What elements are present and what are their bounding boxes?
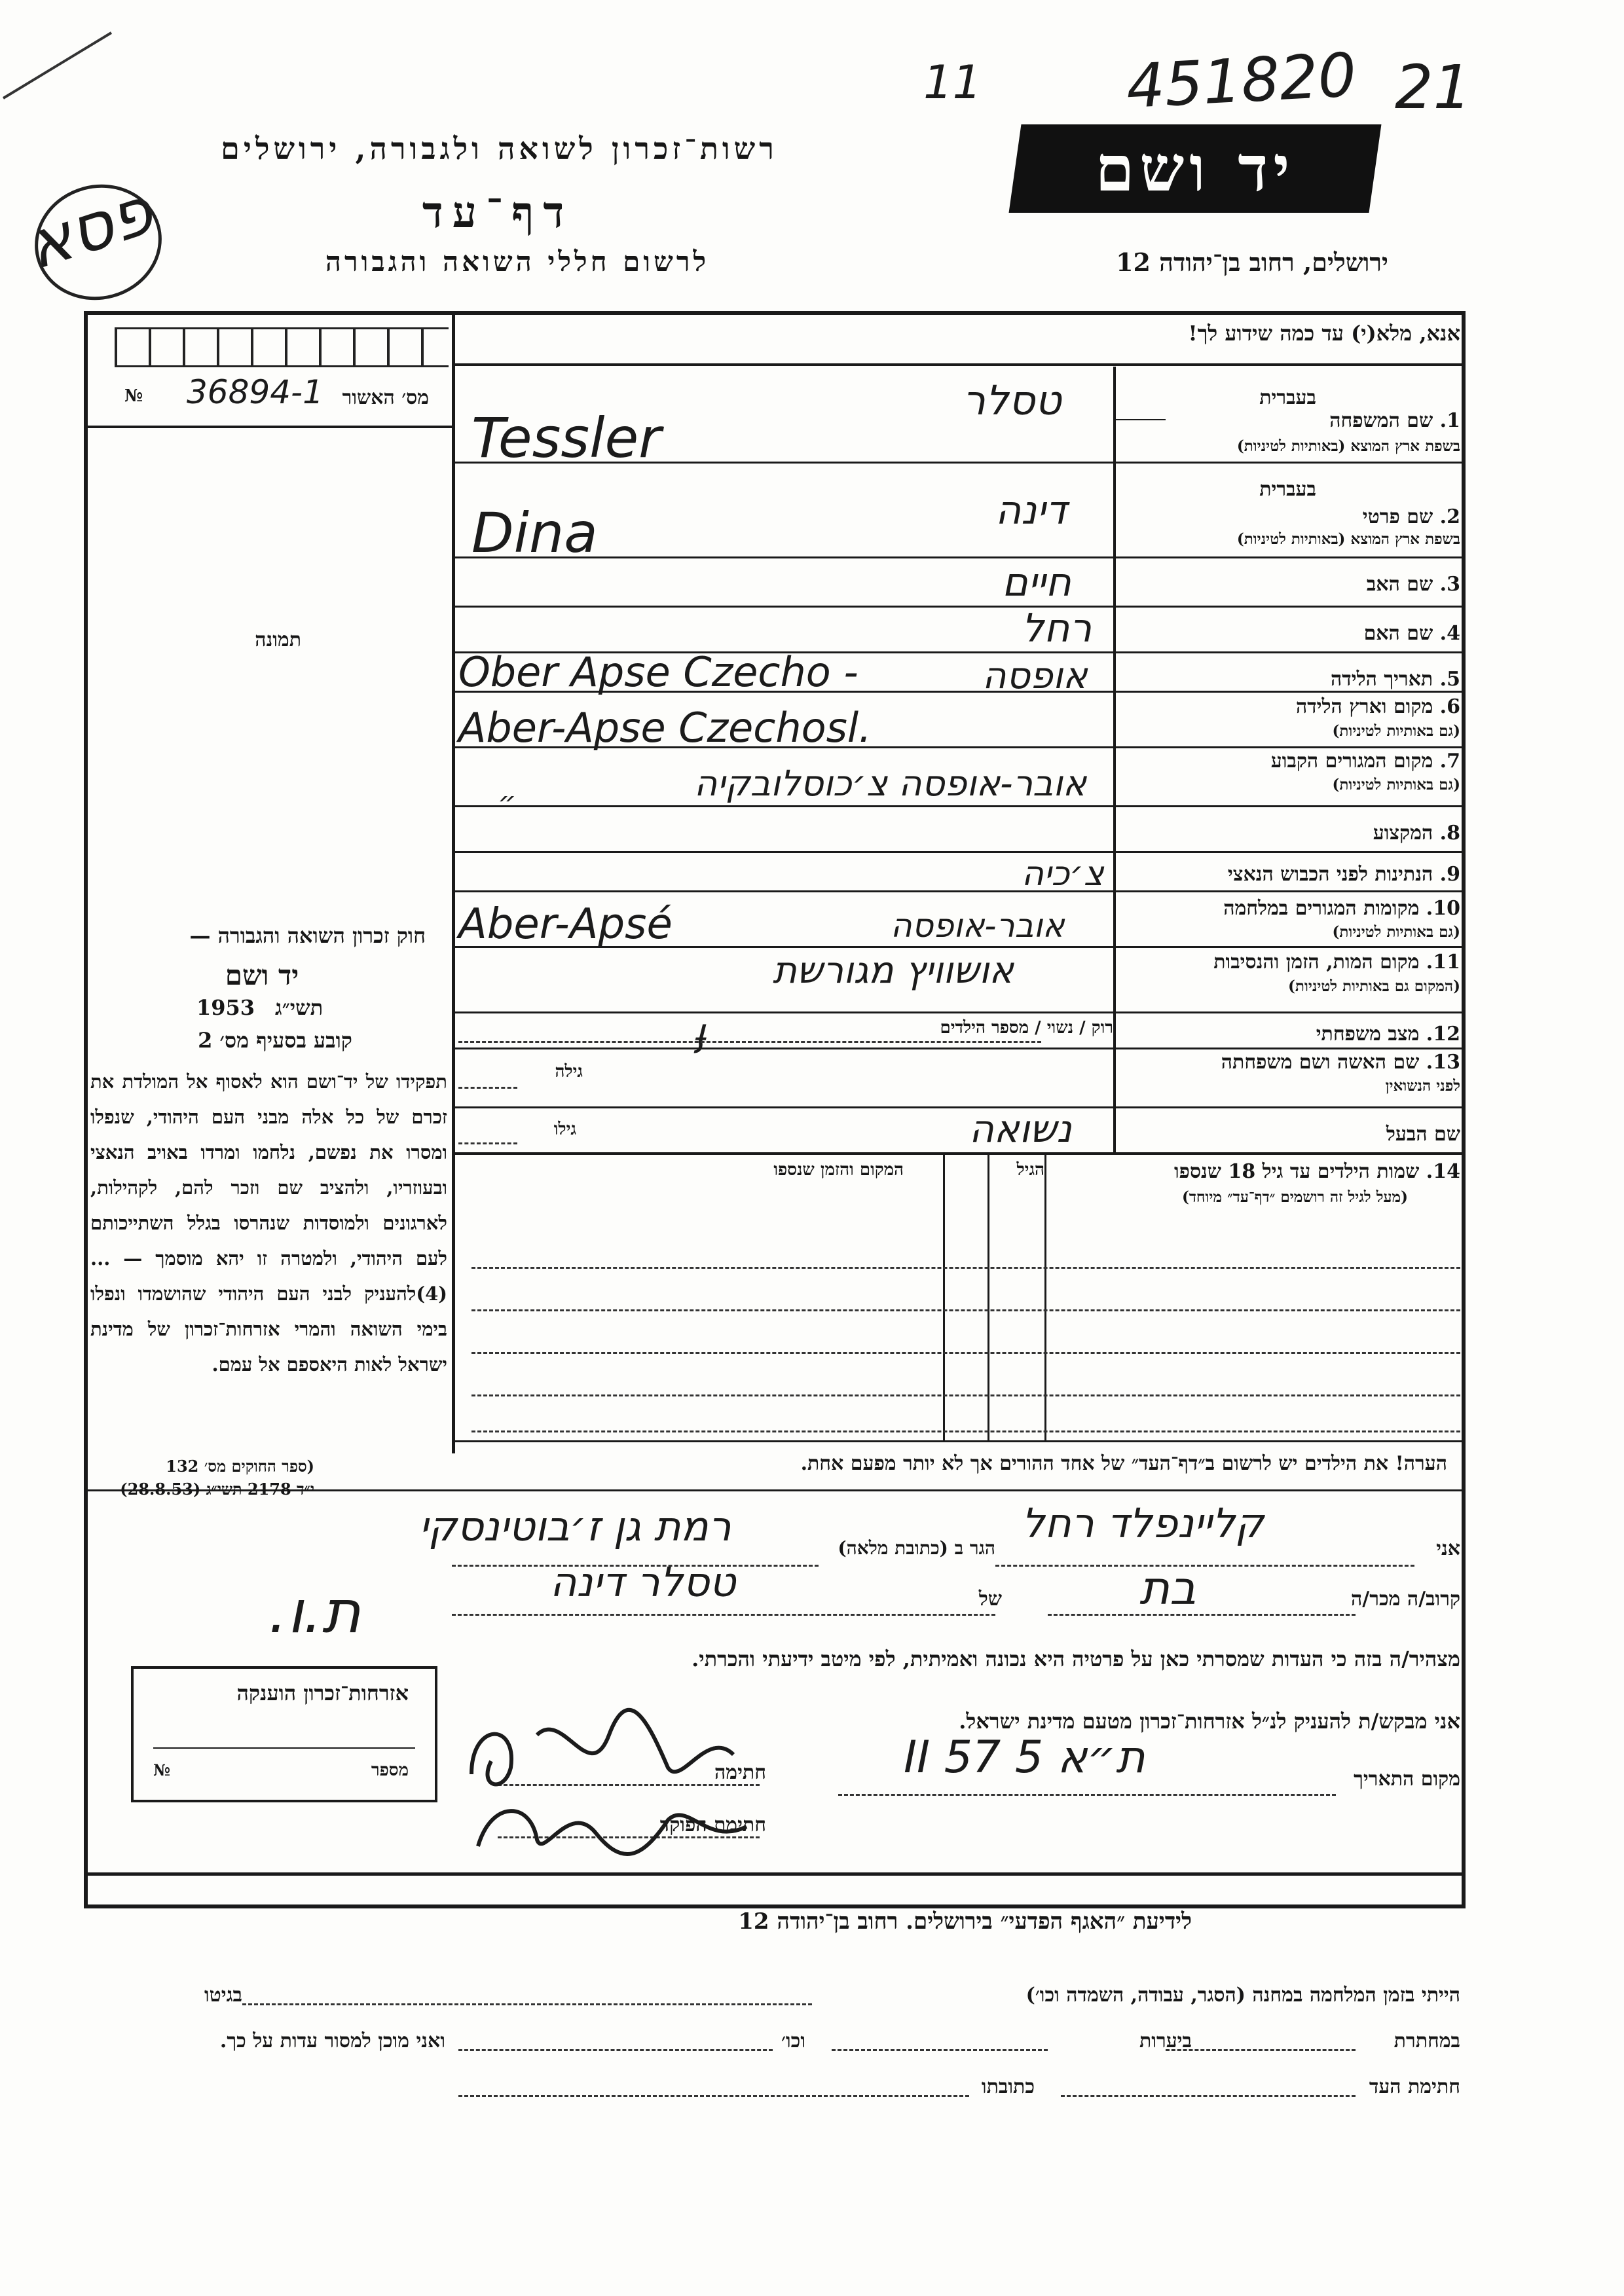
signature-label: חתימה: [714, 1761, 766, 1784]
witness-request: אני מבקש/ת להעניק לנ״ל אזרחות־זכרון מטעם מדינת ישראל.: [959, 1709, 1460, 1734]
field-sub-death-place: (המקום גם באותיות לטיניות): [1288, 977, 1460, 995]
children-col-divider: [1044, 1152, 1046, 1440]
field-sub-birthplace: (גם באותיות לטיניות): [1332, 722, 1460, 740]
value-citizenship: צ׳כיה: [1022, 854, 1104, 894]
value-surname-hebrew: טסלר: [963, 376, 1061, 424]
bottom-address-label: כתובתו: [981, 2075, 1035, 2098]
law-text: תפקידו של יד־ושם הוא לאסוף אל המולדת את זכרם של כל אלה מבני העם היהודי, שנפלו ומסרו את נפשם, נלחמו ומרדו באויב הנאצי ובעוזריו, ולהציב שם וזכר להם, לקהילות, לארגונים ולמוסדות שנהרסו בגלל השתייכותם לעם היהודי, ולמטרה זו יהא מוסמך — ...(4)להעניק לבני העם היהודי שהושמדו ונפלו בימי השואה והמרי אזרחות־זכרון של מדינת ישראל לאות היאספם אל עמם.: [90, 1070, 447, 1376]
relation-line: [1048, 1614, 1356, 1616]
field-label-birthdate: 5. תאריך הלידה: [1331, 668, 1460, 691]
field-label-firstname: 2. שם פרטי: [1362, 505, 1460, 528]
age-line: [458, 1087, 517, 1089]
left-column-divider: [452, 314, 455, 1453]
form-subtitle: לרשום חללי השואה והגבורה: [325, 246, 710, 278]
field-sub-war-residence: (גם באותיות לטיניות): [1332, 923, 1460, 941]
relation-value: בת: [1139, 1561, 1196, 1615]
row-rule: [455, 1048, 1464, 1049]
approval-number-boxes: [115, 327, 449, 367]
yad-vashem-logo: [1009, 124, 1382, 213]
husband-age-line: [458, 1142, 517, 1144]
row-rule: [455, 556, 1464, 558]
children-col-divider: [943, 1152, 945, 1440]
value-birthplace-latin: Ober Apse Czecho -: [458, 648, 858, 696]
field-label-war-residence: 10. מקומות המגורים במלחמה: [1223, 897, 1460, 920]
pen-stroke-top-left: [0, 26, 118, 105]
bottom-forests-label: ביערות: [1139, 2030, 1192, 2052]
row-rule: [455, 606, 1464, 608]
children-col-age: הגיל: [1016, 1160, 1044, 1180]
field-label-mother: 4. שם האם: [1363, 622, 1460, 645]
of-person-line: [452, 1614, 995, 1616]
value-war-residence-latin: Aber-Apsé: [458, 900, 673, 949]
bottom-address-fill: [458, 2095, 969, 2097]
witness-name-line: [995, 1565, 1414, 1567]
place-date-value: ת״א 5 II 57: [904, 1732, 1145, 1783]
bottom-etc-fill: [458, 2049, 773, 2051]
row-rule: [455, 890, 1464, 892]
label-column-divider: [1113, 367, 1116, 1152]
center-mark-handwritten: 11: [923, 56, 982, 109]
witness-i-label: אני: [1436, 1537, 1460, 1560]
law-name: יד ושם: [225, 959, 299, 991]
instruction-underline: [455, 363, 1464, 366]
children-row-line: [471, 1352, 1460, 1354]
field-label-profession: 8. המקצוע: [1373, 822, 1460, 845]
field-sub-firstname: בשפת ארץ המוצא (באותיות לטיניות): [1236, 530, 1460, 548]
law-gazette-1: (ספר החוקים מס׳ 132: [166, 1457, 314, 1476]
children-row-line: [471, 1309, 1460, 1311]
field-label-birthplace: 6. מקום וארץ הלידה: [1295, 695, 1460, 718]
law-year: 1953: [196, 995, 255, 1020]
children-row-line: [471, 1394, 1460, 1396]
row-rule: [455, 1152, 1464, 1155]
relation-label: קרוב/ה מכר/ה: [1351, 1588, 1460, 1611]
bottom-underground-fill: [1166, 2049, 1356, 2051]
bottom-underground-label: במחתרת: [1393, 2030, 1460, 2052]
age-label: גילה: [555, 1062, 583, 1082]
children-note: הערה! את הילדים יש לרשום ב״דף־העד״ של אחד ההורים אך לא יותר מפעם אחת.: [800, 1452, 1447, 1475]
citizenship-box-line: [153, 1747, 415, 1749]
logo-text: יד ושם: [1095, 132, 1295, 206]
row-rule: [455, 1011, 1464, 1013]
law-clause: קובע בסעיף מס׳ 2: [198, 1028, 352, 1053]
of-label: של: [978, 1588, 1002, 1611]
field-label-citizenship: 9. הנתינות לפני הכבוש הנאצי: [1227, 863, 1460, 886]
citizenship-box-title: אזרחות־זכרון הוענקה: [236, 1681, 409, 1705]
official-signature: [458, 1787, 786, 1866]
field-sub-residence: (גם באותיות לטיניות): [1332, 776, 1460, 793]
row-rule: [455, 1106, 1464, 1108]
field-label-father: 3. שם האב: [1366, 573, 1460, 596]
citizenship-box-sign: №: [153, 1760, 171, 1779]
witness-declaration: מצהיר/ה בזה כי העדות שמסרתי כאן על פרטיה היא נכונה ואמיתית, לפי מיטב ידיעתי והכרתי.: [692, 1647, 1460, 1671]
children-col-divider: [987, 1152, 989, 1440]
institution-name: רשות־זכרון לשואה ולגבורה, ירושלים: [221, 131, 778, 166]
citizenship-box-number: מספר: [371, 1760, 409, 1780]
value-birthplace-hebrew: אופסה: [982, 655, 1088, 697]
children-row-line: [471, 1430, 1460, 1432]
children-title: 14. שמות הילדים עד גיל 18 שנספו: [1173, 1160, 1460, 1183]
official-signature-label: חתימת הפוקד: [659, 1813, 766, 1836]
corner-mark-handwritten: פסא: [17, 172, 162, 285]
bottom-ready-label: ואני מוכן למסור עדות על כך.: [219, 2030, 445, 2052]
bottom-line1-fill: [242, 2003, 812, 2005]
form-instruction: אנא, מלא(י) עד כמה שידוע לך!: [1188, 321, 1460, 346]
witness-residing-label: הגר ב (כתובת מלאה): [838, 1537, 995, 1559]
field-label-residence: 7. מקום המגורים הקבוע: [1270, 750, 1460, 773]
row-rule: [455, 851, 1464, 853]
approval-box-bottom: [86, 426, 453, 428]
approval-number-label: מס׳ האשור: [342, 386, 429, 409]
witness-signature: [458, 1696, 786, 1800]
field-label-death-place: 11. מקום המות, הזמן והנסיבות: [1213, 951, 1460, 974]
approval-number-value: 36894-1: [187, 373, 323, 411]
value-surname-latin: Tessler: [471, 406, 661, 470]
page-mark-handwritten: 21: [1395, 52, 1472, 122]
value-residence-hebrew: אובר-אופסה צ׳כוסלובקיה: [694, 763, 1087, 804]
bottom-forests-fill: [832, 2049, 1048, 2051]
bottom-signature-label: חתימת העד: [1369, 2075, 1460, 2098]
value-pen-mark: ֈ: [694, 1008, 705, 1053]
field-sub-surname: בשפת ארץ המוצא (באותיות לטיניות): [1236, 437, 1460, 455]
bottom-signature-fill: [1061, 2095, 1356, 2097]
witness-address: רמת גן ז׳בוטינסקי: [419, 1503, 731, 1550]
law-gazette-2: י״ד 2178 תשי״ג (28.8.53): [120, 1480, 314, 1499]
in-hebrew-label-1: בעברית: [1259, 386, 1316, 409]
marital-status-line: [458, 1041, 1041, 1043]
value-father: חיים: [1002, 560, 1071, 606]
margin-initials: ת.ו.: [268, 1578, 361, 1647]
value-husband: נשואה: [969, 1106, 1072, 1151]
record-number-handwritten: 451820: [1124, 39, 1358, 122]
law-year-hebrew: תשי״ג: [275, 995, 323, 1020]
corner-circle-mark: [17, 170, 170, 321]
address-header: ירושלים, רחוב בן־יהודה 12: [1116, 247, 1388, 277]
law-title: חוק זכרון השואה והגבורה —: [189, 923, 426, 948]
value-death-place: אושוויץ מגורשת: [773, 949, 1014, 992]
value-war-residence-hebrew: אובר-אופסה: [891, 907, 1065, 945]
value-firstname-latin: Dina: [471, 501, 598, 565]
of-person: טסלר דינה: [550, 1558, 736, 1606]
field-label-marital-status: 12. מצב משפחתי: [1316, 1023, 1460, 1046]
in-hebrew-label-2: בעברית: [1259, 478, 1316, 501]
children-sub: (מעל לגיל זה רושמים ״דף־עד״ מיוחד): [1181, 1188, 1408, 1206]
bottom-etc-label: וכו׳: [781, 2030, 805, 2052]
bottom-section-rule: [86, 1872, 1464, 1876]
bottom-ghetto-label: בגיטו: [204, 1984, 242, 2007]
husband-age-label: גילו: [553, 1120, 576, 1139]
marital-status-options: רוק / נשוי / מספר הילדים: [940, 1018, 1113, 1038]
witness-name: קליינפלד רחל: [1022, 1499, 1264, 1547]
children-row-line: [471, 1267, 1460, 1269]
form-title: דף־עד: [422, 187, 574, 238]
children-col-place: המקום והזמן שנספו: [773, 1160, 904, 1180]
value-firstname-hebrew: דינה: [995, 488, 1067, 534]
place-date-label: מקום התאריך: [1354, 1768, 1460, 1791]
citizenship-box: [131, 1666, 437, 1802]
value-mother: רחל: [1022, 606, 1092, 651]
note-rule-top: [455, 1440, 1464, 1442]
value-residence-latin: Aber-Apse Czechosl.: [458, 704, 872, 752]
field-label-surname: 1. שם המשפחה: [1329, 409, 1460, 432]
approval-number-sign: №: [124, 386, 143, 406]
photo-label: תמונה: [255, 629, 301, 651]
row-rule: [455, 805, 1464, 807]
place-date-line: [838, 1794, 1336, 1796]
field-label-wife-name: 13. שם האשה ושם משפחתה: [1221, 1051, 1460, 1074]
bottom-title: לידיעת ״האגף הפדעי״ בירושלים. רחוב בן־יהודה 12: [738, 1908, 1192, 1935]
field-label-husband: שם הבעל: [1386, 1123, 1460, 1146]
row-rule-inner: [1113, 419, 1166, 420]
value-ditto: ״: [498, 786, 517, 819]
field-sub-wife-name: לפני הנשואין: [1385, 1077, 1460, 1095]
bottom-line1: הייתי בזמן המלחמה במחנה (הסגר, עבודה, השמדה וכו׳): [1025, 1984, 1460, 2007]
